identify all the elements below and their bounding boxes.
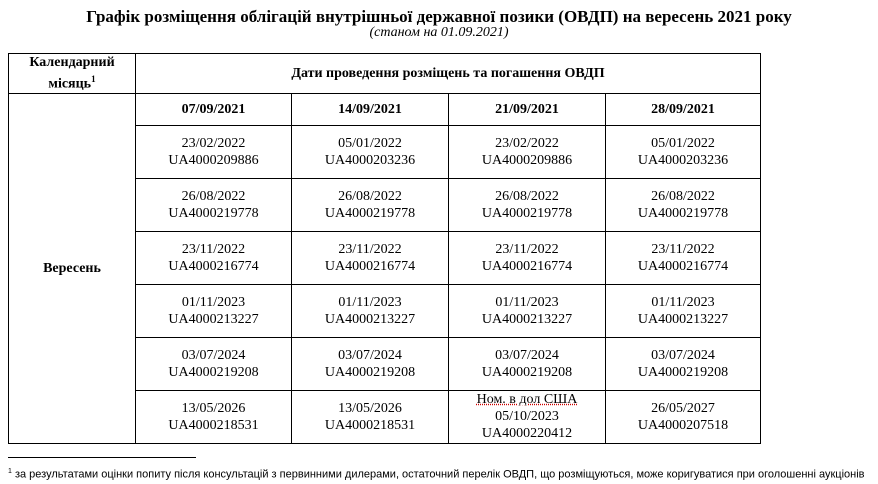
bond-cell — [136, 231, 292, 284]
isin-code: UA4000209886 — [481, 152, 573, 168]
isin-code: UA4000219208 — [168, 364, 259, 380]
maturity-date: 23/11/2022 — [181, 241, 246, 257]
isin-code: UA4000216774 — [637, 258, 729, 274]
bond-cell — [449, 125, 606, 178]
maturity-date: 23/02/2022 — [181, 135, 246, 151]
month-column-header — [9, 54, 136, 94]
isin-code: UA4000213227 — [481, 311, 573, 327]
maturity-date: 01/11/2023 — [338, 294, 402, 310]
dates-column-header: Дати проведення розміщень та погашення ОВДП — [136, 54, 761, 94]
bond-cell — [136, 390, 292, 443]
bond-cell — [606, 337, 761, 390]
month-column-header-text: Календарний місяць — [29, 55, 115, 92]
maturity-date: 13/05/2026 — [338, 400, 402, 416]
bond-cell — [606, 390, 761, 443]
maturity-date: 01/11/2023 — [495, 294, 559, 310]
isin-code: UA4000203236 — [637, 152, 729, 168]
isin-code: UA4000219208 — [481, 364, 573, 380]
date-header-3: 21/09/2021 — [449, 93, 606, 125]
isin-code: UA4000213227 — [637, 311, 729, 327]
footnote-sup: 1 — [8, 468, 12, 475]
isin-code: UA4000203236 — [324, 152, 416, 168]
isin-code: UA4000219208 — [324, 364, 416, 380]
date-header-2: 14/09/2021 — [292, 93, 449, 125]
bond-cell — [449, 231, 606, 284]
page-title: Графік розміщення облігацій внутрішньої державної позики (ОВДП) на вересень 2021 року — [86, 7, 792, 26]
month-cell: Вересень — [9, 93, 136, 443]
bond-cell — [292, 125, 449, 178]
bond-cell — [449, 178, 606, 231]
isin-code: UA4000219208 — [637, 364, 729, 380]
footnote — [8, 465, 878, 482]
isin-code: UA4000216774 — [168, 258, 259, 274]
isin-code: UA4000218531 — [168, 417, 259, 433]
bond-cell — [136, 178, 292, 231]
maturity-date: 26/05/2027 — [651, 400, 715, 416]
date-header-1: 07/09/2021 — [136, 93, 292, 125]
maturity-date: 05/01/2022 — [651, 135, 715, 151]
maturity-date: 26/08/2022 — [495, 188, 559, 204]
isin-code: UA4000219778 — [481, 205, 573, 221]
maturity-date: 03/07/2024 — [338, 347, 402, 363]
footnote-marker: 1 — [91, 74, 96, 84]
isin-code: UA4000220412 — [481, 426, 573, 442]
maturity-date: 13/05/2026 — [181, 400, 246, 416]
isin-code: UA4000216774 — [324, 258, 416, 274]
isin-code: UA4000213227 — [324, 311, 416, 327]
bond-cell — [449, 284, 606, 337]
isin-code: UA4000213227 — [168, 311, 259, 327]
bond-cell — [449, 337, 606, 390]
bond-cell — [292, 337, 449, 390]
bond-cell — [449, 390, 606, 443]
bond-cell — [292, 390, 449, 443]
maturity-date: 05/01/2022 — [338, 135, 402, 151]
bond-cell — [292, 284, 449, 337]
maturity-date: 03/07/2024 — [651, 347, 715, 363]
maturity-date: 23/02/2022 — [495, 135, 559, 151]
footnote-divider — [8, 457, 196, 458]
bond-cell — [606, 284, 761, 337]
bond-cell — [292, 178, 449, 231]
date-header-4: 28/09/2021 — [606, 93, 761, 125]
isin-code: UA4000218531 — [324, 417, 416, 433]
isin-code: UA4000216774 — [481, 258, 573, 274]
bond-cell — [136, 125, 292, 178]
maturity-date: 03/07/2024 — [181, 347, 246, 363]
bond-cell — [136, 337, 292, 390]
isin-code: UA4000219778 — [637, 205, 729, 221]
isin-code: UA4000207518 — [637, 417, 729, 433]
isin-code: UA4000219778 — [324, 205, 416, 221]
maturity-date: 26/08/2022 — [338, 188, 402, 204]
footnote-text: за результатами оцінки попиту після консультацій з первинними дилерами, остаточний перелік ОВДП, що розміщуються, може коригуватися при оголошенні аукціонів — [14, 468, 865, 481]
isin-code: UA4000209886 — [168, 152, 259, 168]
placement-schedule-table — [8, 53, 761, 444]
bond-cell — [136, 284, 292, 337]
maturity-date: 01/11/2023 — [651, 294, 715, 310]
currency-note: Ном. в дол США — [476, 392, 578, 408]
bond-cell — [606, 231, 761, 284]
maturity-date: 03/07/2024 — [495, 347, 559, 363]
maturity-date: 23/11/2022 — [651, 241, 715, 257]
bond-cell — [606, 178, 761, 231]
isin-code: UA4000219778 — [168, 205, 259, 221]
maturity-date: 23/11/2022 — [495, 241, 559, 257]
maturity-date: 23/11/2022 — [338, 241, 402, 257]
bond-cell — [606, 125, 761, 178]
maturity-date: 05/10/2023 — [495, 409, 559, 425]
page-subtitle: (станом на 01.09.2021) — [369, 25, 509, 40]
maturity-date: 01/11/2023 — [181, 294, 246, 310]
maturity-date: 26/08/2022 — [181, 188, 246, 204]
maturity-date: 26/08/2022 — [651, 188, 715, 204]
bond-cell — [292, 231, 449, 284]
